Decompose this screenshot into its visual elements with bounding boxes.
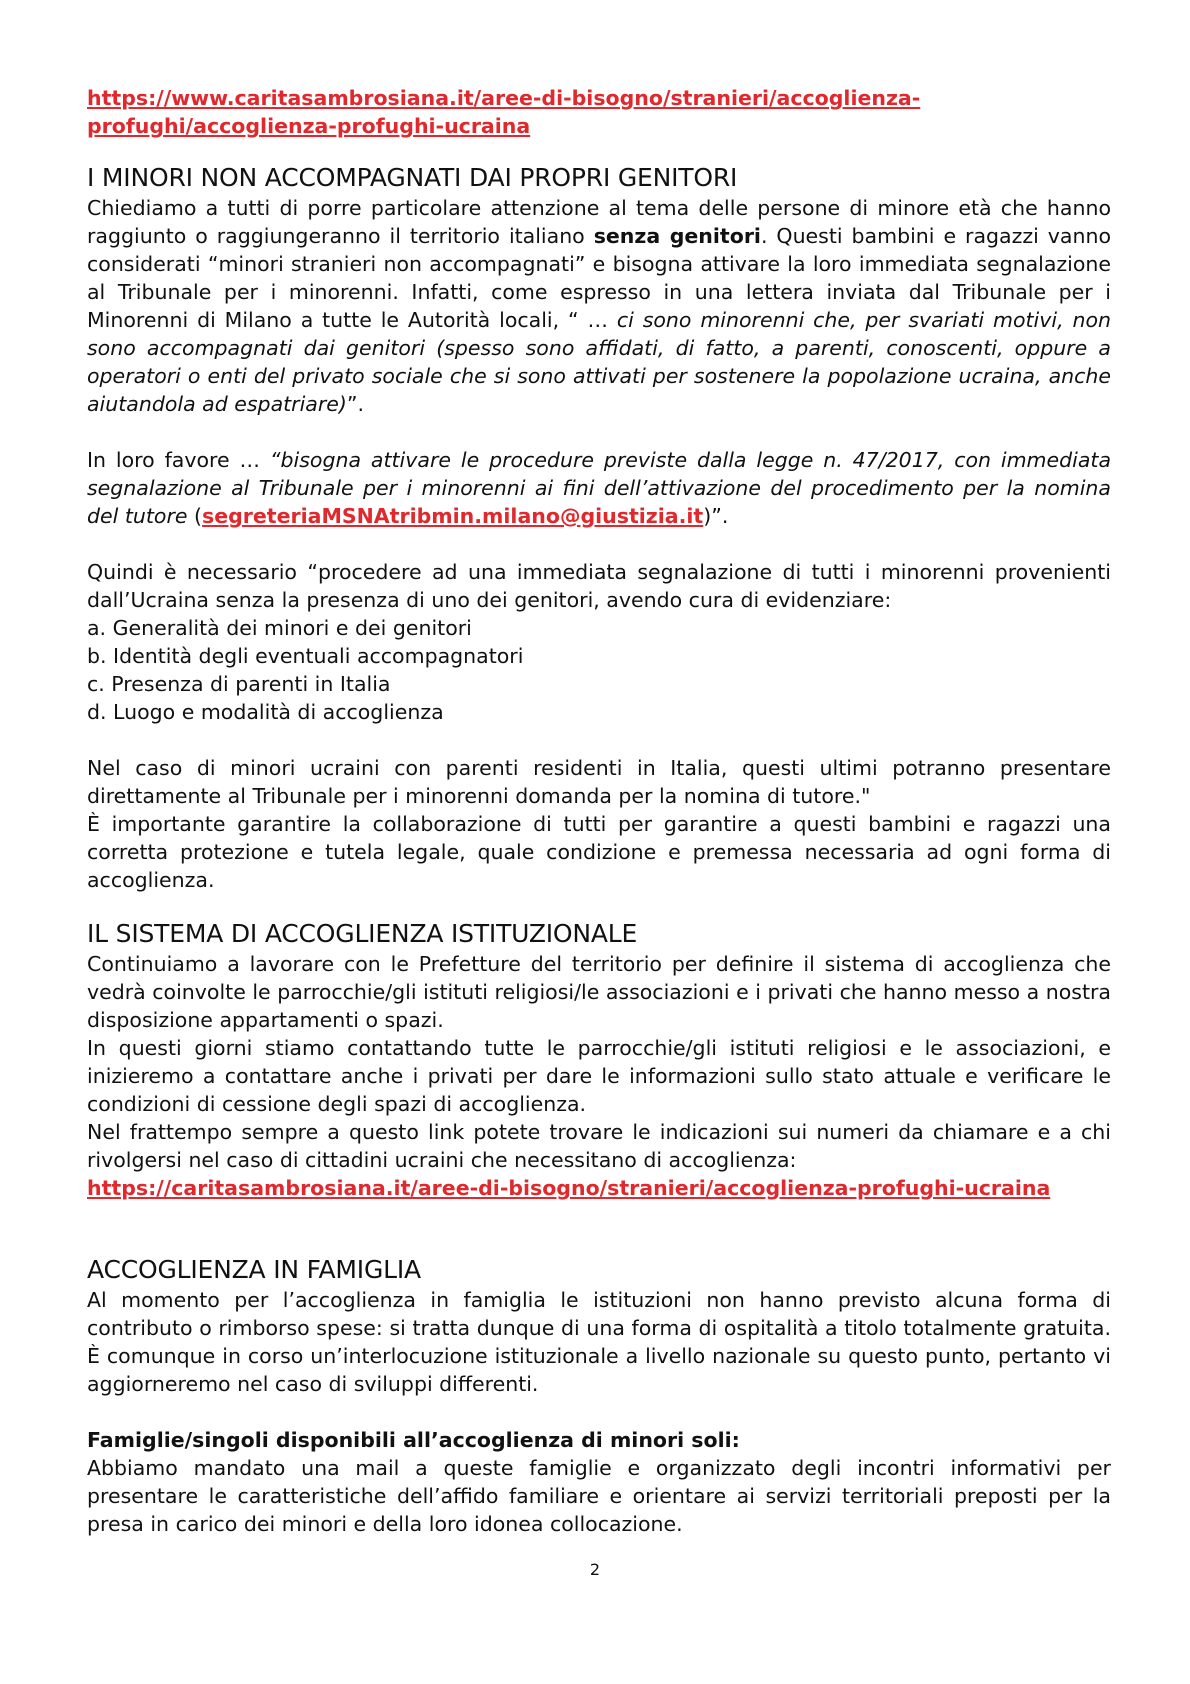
paragraph-prefetture: Continuiamo a lavorare con le Prefetture del territorio per definire il sistema di accoglienza che vedrà coinvolte le parrocchie/gli istituti religiosi/le associazioni e i privati che hanno messo a nostra disposizione appartamenti o spazi. bbox=[87, 952, 1111, 1032]
section-accoglienza-famiglia bbox=[87, 1254, 1111, 1538]
list-item: b. Identità degli eventuali accompagnatori bbox=[87, 644, 524, 668]
paragraph-collaborazione: È importante garantire la collaborazione di tutti per garantire a questi bambini e ragazzi una corretta protezione e tutela legale, quale condizione e premessa necessaria ad ogni forma di accoglienza. bbox=[87, 812, 1111, 892]
page-number: 2 bbox=[589, 1560, 601, 1579]
paragraph-parenti: Nel caso di minori ucraini con parenti residenti in Italia, questi ultimi potranno presentare direttamente al Tribunale per i minorenni domanda per la nomina di tutore." bbox=[87, 756, 1111, 808]
section-title-minori: I MINORI NON ACCOMPAGNATI DAI PROPRI GENITORI bbox=[87, 163, 738, 192]
list-evidenziare bbox=[87, 614, 1111, 726]
bold-senza-genitori: senza genitori bbox=[593, 224, 761, 248]
section-title-istituzionale: IL SISTEMA DI ACCOGLIENZA ISTITUZIONALE bbox=[87, 919, 638, 948]
top-link bbox=[87, 84, 1111, 140]
paragraph-minori-intro: Chiediamo a tutti di porre particolare attenzione al tema delle persone di minore età che hanno raggiunto o raggiungeranno il territorio italiano senza genitori. Questi bambini e ragazzi vanno considerati “minori stranieri non accompagnati” e bisogna attivare la loro immediata segnalazione al Tribunale per i minorenni. Infatti, come espresso in una lettera inviata dal Tribunale per i Minorenni di Milano a tutte le Autorità locali, “ … ci sono minorenni che, per svariati motivi, non sono accompagnati dai genitori (spesso sono affidati, di fatto, a parenti, conoscenti, oppure a operatori o enti del privato sociale che si sono attivati per sostenere la popolazione ucraina, anche aiutandola ad espatriare)”. bbox=[87, 196, 1111, 416]
paragraph-contributo: Al momento per l’accoglienza in famiglia le istituzioni non hanno previsto alcuna forma di contributo o rimborso spese: si tratta dunque di una forma di ospitalità a titolo totalmente gratuita. È comunque in corso un’interlocuzione istituzionale a livello nazionale su questo punto, pertanto vi aggiorneremo nel caso di sviluppi differenti. bbox=[87, 1288, 1111, 1396]
document-page bbox=[87, 84, 1111, 1538]
subtitle-minori-soli: Famiglie/singoli disponibili all’accoglienza di minori soli: bbox=[87, 1428, 740, 1452]
italic-quote-tribunale: ci sono minorenni che, per svariati motivi, non sono accompagnati dai genitori (spesso sono affidati, di fatto, a parenti, conoscenti, oppure a operatori o enti del privato sociale che si sono attivati per sostenere la popolazione ucraina, anche aiutandola ad espatriare) bbox=[87, 308, 1111, 416]
list-item: c. Presenza di parenti in Italia bbox=[87, 672, 391, 696]
paragraph-contatti: In questi giorni stiamo contattando tutte le parrocchie/gli istituti religiosi e le associazioni, e inizieremo a contattare anche i privati per dare le informazioni sullo stato attuale e verificare le condizioni di cessione degli spazi di accoglienza. bbox=[87, 1036, 1111, 1116]
paragraph-mail-famiglie: Abbiamo mandato una mail a queste famiglie e organizzato degli incontri informativi per presentare le caratteristiche dell’affido familiare e orientare ai servizi territoriali preposti per la presa in carico dei minori e della loro idonea collocazione. bbox=[87, 1456, 1111, 1536]
caritas-link-line-1[interactable]: https://www.caritasambrosiana.it/aree-di-bisogno/stranieri/accoglienza- bbox=[87, 86, 921, 110]
paragraph-legge-47: In loro favore … “bisogna attivare le procedure previste dalla legge n. 47/2017, con immediata segnalazione al Tribunale per i minorenni ai fini dell’attivazione del procedimento per la nomina del tutore (segreteriaMSNAtribmin.milano@giustizia.it)”. bbox=[87, 448, 1112, 528]
section-accoglienza-istituzionale bbox=[87, 918, 1111, 1202]
paragraph-link-intro: Nel frattempo sempre a questo link potete trovare le indicazioni sui numeri da chiamare e a chi rivolgersi nel caso di cittadini ucraini che necessitano di accoglienza: bbox=[87, 1120, 1111, 1172]
section-minori bbox=[87, 162, 1111, 894]
section-title-famiglia: ACCOGLIENZA IN FAMIGLIA bbox=[87, 1255, 421, 1284]
email-link[interactable]: segreteriaMSNAtribmin.milano@giustizia.it bbox=[202, 504, 704, 528]
caritas-link-line-2[interactable]: profughi/accoglienza-profughi-ucraina bbox=[87, 114, 531, 138]
paragraph-segnalazione: Quindi è necessario “procedere ad una immediata segnalazione di tutti i minorenni provenienti dall’Ucraina senza la presenza di uno dei genitori, avendo cura di evidenziare: bbox=[87, 560, 1111, 612]
list-item: d. Luogo e modalità di accoglienza bbox=[87, 700, 444, 724]
list-item: a. Generalità dei minori e dei genitori bbox=[87, 616, 472, 640]
caritas-link-accoglienza[interactable]: https://caritasambrosiana.it/aree-di-bisogno/stranieri/accoglienza-profughi-ucraina bbox=[87, 1176, 1051, 1200]
italic-quote-legge: “bisogna attivare le procedure previste dalla legge n. 47/2017, con immediata segnalazione al Tribunale per i minorenni ai fini dell’attivazione del procedimento per la nomina del tutore bbox=[87, 448, 1112, 528]
